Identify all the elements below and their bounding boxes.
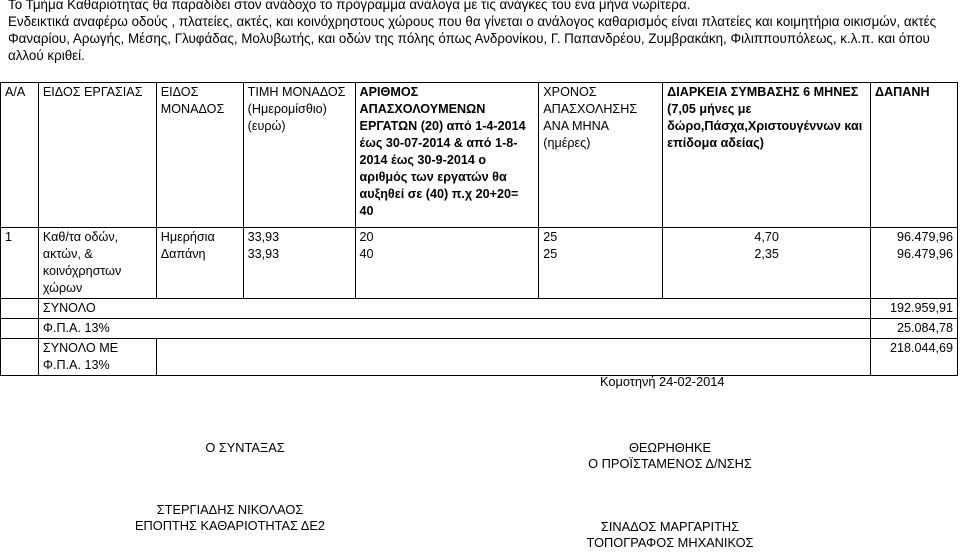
total-value: 192.959,91 bbox=[871, 299, 958, 319]
approved-label: ΘΕΩΡΗΘΗΚΕ bbox=[628, 440, 712, 455]
author-role: ΕΠΟΠΤΗΣ ΚΑΘΑΡΙΟΤΗΤΑΣ ΔΕ2 bbox=[134, 518, 326, 533]
place-date: Κομοτηνή 24-02-2014 bbox=[600, 374, 725, 389]
row-unit-type: Ημερήσια Δαπάνη bbox=[156, 228, 243, 299]
approver-title: Ο ΠΡΟΪΣΤΑΜΕΝΟΣ Δ/ΝΣΗΣ bbox=[588, 456, 752, 471]
unit-price-2: 33,93 bbox=[247, 247, 280, 261]
row-workers bbox=[355, 228, 539, 299]
header-workers: ΑΡΙΘΜΟΣ ΑΠΑΣΧΟΛΟΥΜΕΝΩΝ ΕΡΓΑΤΩΝ (20) από 1-4-2014 έως 30-07-2014 & από 1-8-2014 έως 30-9-2014 ο αριθμός των εργατών θα αυξηθεί σε (40) π.χ 20+20= 40 bbox=[355, 83, 539, 228]
duration-2: 2,35 bbox=[754, 247, 779, 261]
header-aa: Α/Α bbox=[1, 83, 39, 228]
author-title: Ο ΣΥΝΤΑΞΑΣ bbox=[205, 440, 285, 455]
header-unit-price: ΤΙΜΗ ΜΟΝΑΔΟΣ (Ημερομίσθιο) (ευρώ) bbox=[243, 83, 355, 228]
time-2: 25 bbox=[543, 247, 558, 261]
intro-line-1: Το Τμήμα Καθαριότητας θα παραδίδει στον ανάδοχο το πρόγραμμα ανάλογα με τις ανάγκες του ένα μήνα νωρίτερα. bbox=[8, 0, 691, 12]
cost-1: 96.479,96 bbox=[896, 230, 953, 244]
table-row bbox=[1, 228, 958, 299]
total-row bbox=[1, 299, 958, 319]
row-work-type: Καθ/τα οδών, ακτών, & κοινόχρηστων χώρων bbox=[38, 228, 156, 299]
vat-label: Φ.Π.Α. 13% bbox=[38, 319, 870, 339]
duration-1: 4,70 bbox=[754, 230, 779, 244]
vat-row bbox=[1, 319, 958, 339]
grand-total-label: ΣΥΝΟΛΟ ΜΕ Φ.Π.Α. 13% bbox=[38, 339, 156, 376]
cost-2: 96.479,96 bbox=[896, 247, 953, 261]
vat-value: 25.084,78 bbox=[871, 319, 958, 339]
engineer-role: ΤΟΠΟΓΡΑΦΟΣ ΜΗΧΑΝΙΚΟΣ bbox=[586, 535, 754, 550]
workers-2: 40 bbox=[359, 247, 374, 261]
workers-1: 20 bbox=[359, 230, 374, 244]
row-cost bbox=[871, 228, 958, 299]
row-contract-duration bbox=[663, 228, 871, 299]
grand-total-row bbox=[1, 339, 958, 376]
cost-table bbox=[0, 82, 958, 376]
engineer-name: ΣΙΝΑΔΟΣ ΜΑΡΓΑΡΙΤΗΣ bbox=[600, 519, 740, 534]
header-unit-type: ΕΙΔΟΣ ΜΟΝΑΔΟΣ bbox=[156, 83, 243, 228]
time-1: 25 bbox=[543, 230, 558, 244]
author-signature bbox=[120, 502, 340, 534]
table-header-row bbox=[1, 83, 958, 228]
grand-total-value: 218.044,69 bbox=[871, 339, 958, 376]
intro-text bbox=[8, 0, 958, 64]
unit-price-1: 33,93 bbox=[247, 230, 280, 244]
header-cost: ΔΑΠΑΝΗ bbox=[871, 83, 958, 228]
header-work-type: ΕΙΔΟΣ ΕΡΓΑΣΙΑΣ bbox=[38, 83, 156, 228]
total-label: ΣΥΝΟΛΟ bbox=[38, 299, 870, 319]
approval-block bbox=[570, 440, 770, 472]
row-unit-price bbox=[243, 228, 355, 299]
author-name: ΣΤΕΡΓΙΑΔΗΣ ΝΙΚΟΛΑΟΣ bbox=[156, 502, 304, 517]
header-employment-time: ΧΡΟΝΟΣ ΑΠΑΣΧΟΛΗΣΗΣ ΑΝΑ ΜΗΝΑ (ημέρες) bbox=[539, 83, 663, 228]
engineer-signature bbox=[570, 519, 770, 551]
intro-line-2: Ενδεικτικά αναφέρω οδούς , πλατείες, ακτές, και κοινόχρηστους χώρους που θα γίνεται ο ανάλογος καθαρισμός είναι πλατείες και κοιμητήρια οικισμών, ακτές Φαναρίου, Αρωγής, Μέσης, Γλυφάδας, Μολυβωτής, και οδών της πόλης όπως Ανδρονίκου, Γ. Παπανδρέου, Ζυμβρακάκη, Φιλιππουπόλεως, κ.λ.π. και όπου αλλού κριθεί. bbox=[8, 14, 937, 63]
header-contract-duration: ΔΙΑΡΚΕΙΑ ΣΥΜΒΑΣΗΣ 6 ΜΗΝΕΣ (7,05 μήνες με δώρο,Πάσχα,Χριστουγέννων και επίδομα αδείας) bbox=[663, 83, 871, 228]
row-aa: 1 bbox=[1, 228, 39, 299]
row-employment-time bbox=[539, 228, 663, 299]
